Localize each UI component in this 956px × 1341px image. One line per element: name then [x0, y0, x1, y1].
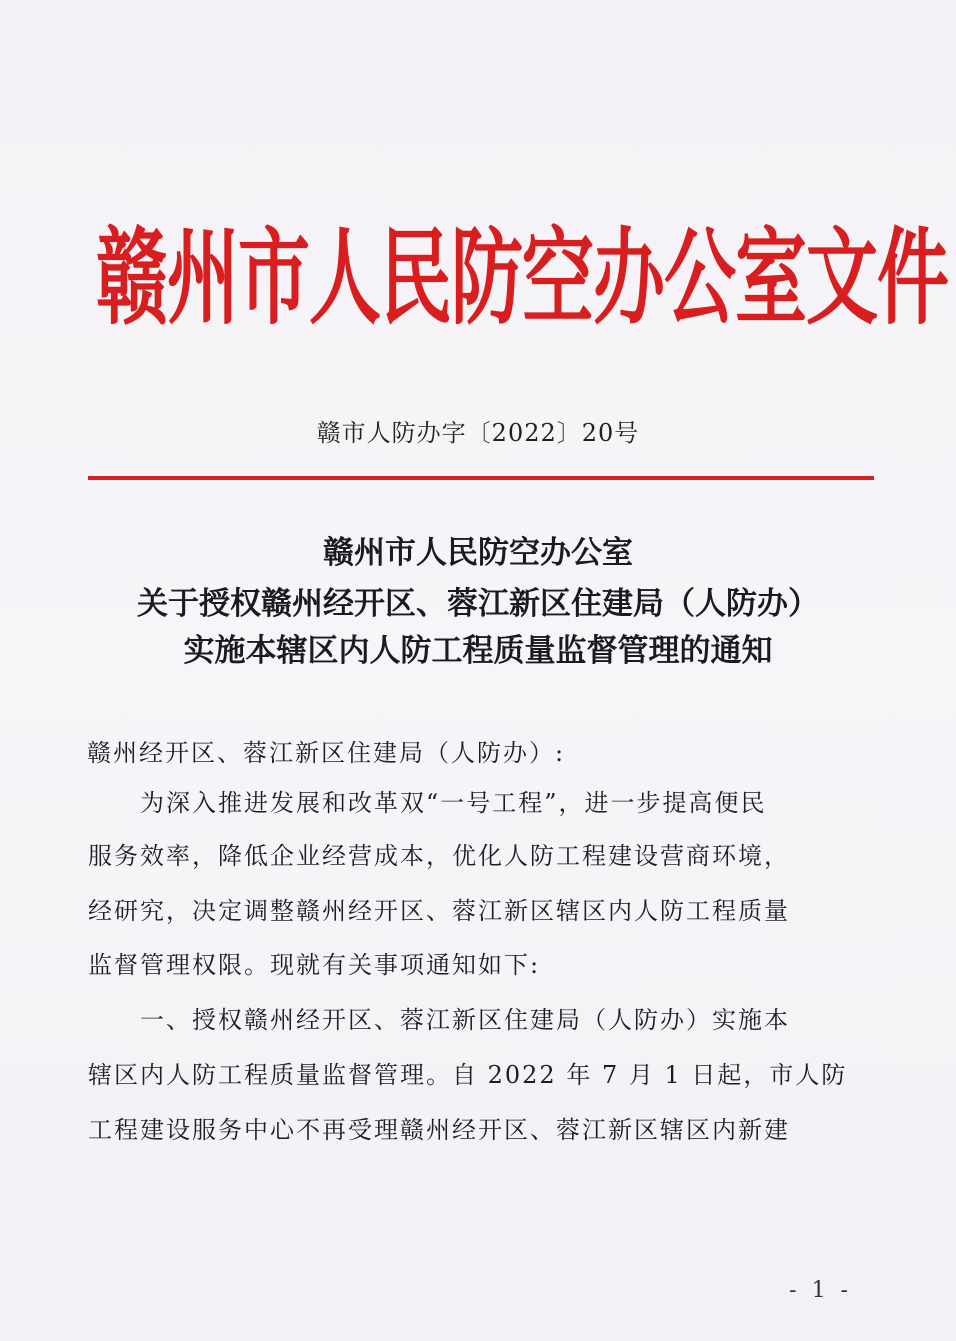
- title-line-1: 赣州市人民防空办公室: [323, 535, 633, 571]
- page-number: - 1 -: [789, 1278, 852, 1303]
- red-divider-line: [88, 476, 874, 480]
- body-line-1: 为深入推进发展和改革双“一号工程”，进一步提高便民: [140, 789, 767, 817]
- document-masthead: 赣州市人民防空办公室文件: [96, 216, 949, 339]
- body-line-5: 一、授权赣州经开区、蓉江新区住建局（人防办）实施本: [140, 1006, 790, 1034]
- document-number: 赣市人防办字〔2022〕20号: [316, 419, 640, 447]
- title-line-2: 关于授权赣州经开区、蓉江新区住建局（人防办）: [137, 586, 819, 622]
- body-line-3: 经研究，决定调整赣州经开区、蓉江新区辖区内人防工程质量: [88, 897, 790, 925]
- addressee: 赣州经开区、蓉江新区住建局（人防办）:: [87, 739, 566, 767]
- body-line-2: 服务效率，降低企业经营成本，优化人防工程建设营商环境，: [88, 842, 790, 870]
- body-line-7: 工程建设服务中心不再受理赣州经开区、蓉江新区辖区内新建: [88, 1116, 790, 1144]
- body-line-6: 辖区内人防工程质量监督管理。自 2022 年 7 月 1 日起，市人防: [88, 1061, 848, 1089]
- title-line-3: 实施本辖区内人防工程质量监督管理的通知: [183, 633, 773, 669]
- body-line-4: 监督管理权限。现就有关事项通知如下:: [88, 951, 541, 979]
